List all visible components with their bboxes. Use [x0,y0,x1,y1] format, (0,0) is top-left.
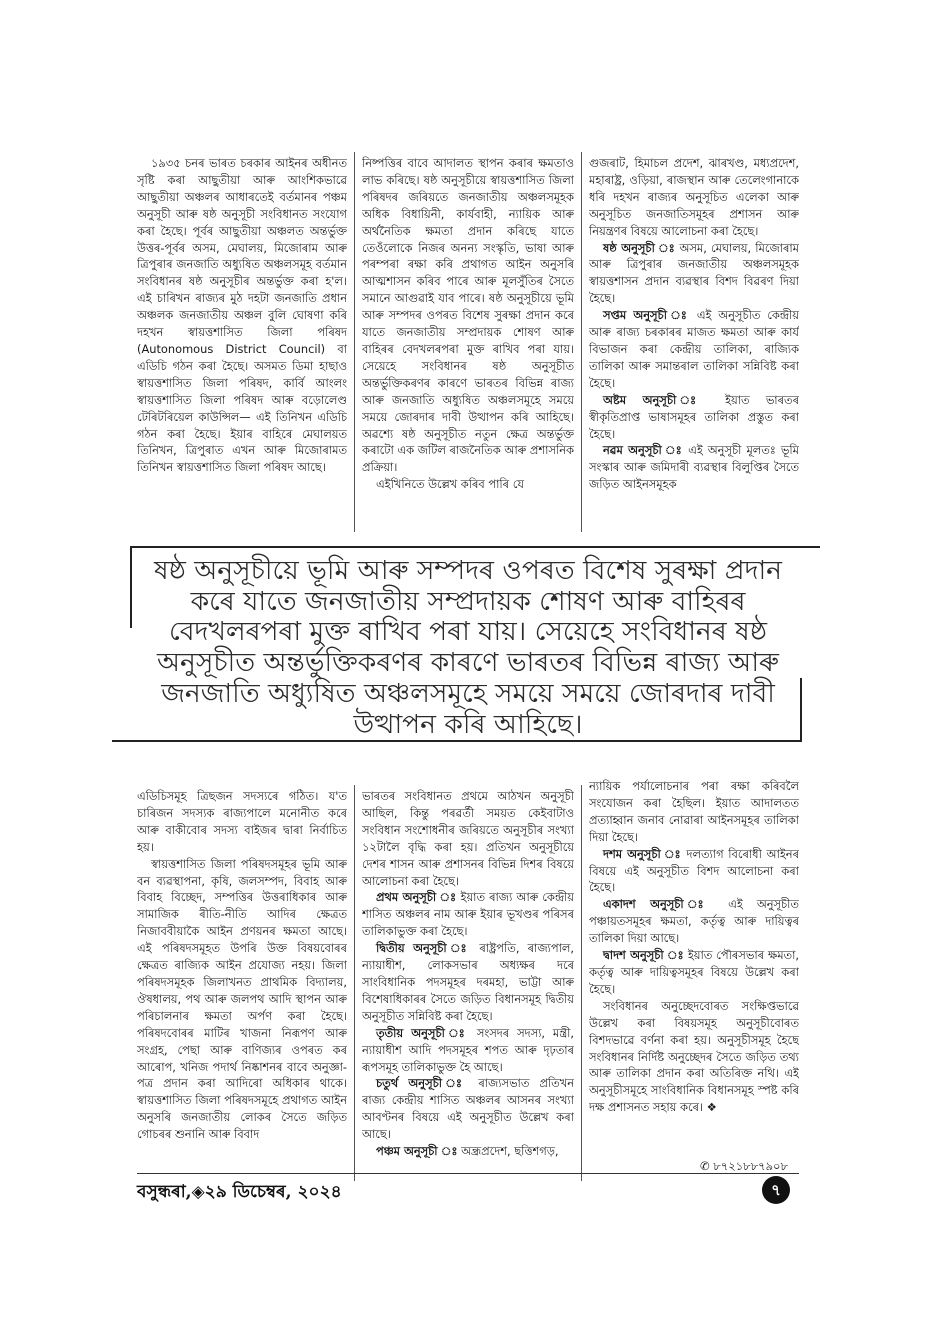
schedule-text: এই অনুসূচী মূলতঃ ভূমি সংস্কাৰ আৰু জমিদাৰী ব্যৱস্থাৰ বিলুপ্তিৰ সৈতে জড়িত আইনসমূহক [589,443,799,492]
schedule-heading: দশম অনুসূচী ঃ [603,846,682,861]
paragraph: নিষ্পত্তিৰ বাবে আদালত স্থাপন কৰাৰ ক্ষমতাও লাভ কৰিছে। ষষ্ঠ অনুসূচীয়ে স্বায়ত্তশাসিত জিলা পৰিষদৰ জৰিয়তে জনজাতীয় অঞ্চলসমূহক অধিক বিধায়িনী, কাৰ্যবাহী, ন্যায়িক আৰু অৰ্থনৈতিক ক্ষমতা প্ৰদান কৰিছে যাতে তেওঁলোকে নিজৰ অনন্য সংস্কৃতি, ভাষা আৰু পৰম্পৰা ৰক্ষা কৰি প্ৰথাগত আইন অনুসৰি আত্মশাসন কৰিব পাৰে আৰু মূলসুঁতিৰ সৈতে সমানে আগুৱাই যাব পাৰে। ষষ্ঠ অনুসূচীয়ে ভূমি আৰু সম্পদৰ ওপৰত বিশেষ সুৰক্ষা প্ৰদান কৰে যাতে জনজাতীয় সম্প্ৰদায়ক শোষণ আৰু বাহিৰৰ বেদখলৰপৰা মুক্ত ৰাখিব পৰা যায়। সেয়েহে সংবিধানৰ ষষ্ঠ অনুসূচীত অন্তৰ্ভুক্তিকৰণৰ কাৰণে ভাৰতৰ বিভিন্ন ৰাজ্য আৰু জনজাতি অধ্যুষিত অঞ্চলসমূহে সময়ে সময়ে জোৰদাৰ দাবী উত্থাপন কৰি আহিছে। অৱশ্যে ষষ্ঠ অনুসূচীত নতুন ক্ষেত্ৰ অন্তৰ্ভুক্ত কৰাটো এক জটিল ৰাজনৈতিক আৰু প্ৰশাসনিক প্ৰক্ৰিয়া। [362,156,574,475]
article-column-top-3 [589,155,799,533]
article-column-bottom-2 [362,788,574,1184]
schedule-text: দলত্যাগ বিৰোধী আইনৰ বিষয়ে এই অনুসূচীত বিশদ আলোচনা কৰা হৈছে। [589,846,799,895]
pull-quote-border [130,546,820,548]
pull-quote-border [112,740,802,742]
schedule-paragraph [589,240,799,308]
article-column-bottom-1 [137,788,347,1184]
pull-quote [122,540,810,762]
paragraph: স্বায়ত্তশাসিত জিলা পৰিষদসমূহৰ ভূমি আৰু বন ব্যৱস্থাপনা, কৃষি, জলসম্পদ, বিবাহ আৰু বিবাহ বিচ্ছেদ, সম্পত্তিৰ উত্তৰাধিকাৰ আৰু সামাজিক ৰীতি-নীতি আদিৰ ক্ষেত্ৰত নিজাববীয়াকৈ আইন প্ৰণয়নৰ ক্ষমতা আছে। এই পৰিষদসমূহত উপৰি উক্ত বিষয়বোৰৰ ক্ষেত্ৰত ৰাজ্যিক আইন প্ৰযোজ্য নহয়। জিলা পৰিষদসমূহক জিলাখনত প্ৰাথমিক বিদ্যালয়, ঔষধালয়, পথ আৰু জলপথ আদি স্থাপন আৰু পৰিচালনাৰ ক্ষমতা অৰ্পণ কৰা হৈছে। পৰিষদবোৰৰ মাটিৰ খাজনা নিৰূপণ আৰু সংগ্ৰহ, পেছা আৰু বাণিজ্যৰ ওপৰত কৰ আৰোপ, খনিজ পদাৰ্থ নিষ্কাশনৰ বাবে অনুজ্ঞা-পত্ৰ প্ৰদান কৰা আদিৰো অধিকাৰ থাকে। স্বায়ত্তশাসিত জিলা পৰিষদসমূহে প্ৰথাগত আইন অনুসৰি জনজাতীয় লোকৰ সৈতে জড়িত গোচৰৰ শুনানি আৰু বিবাদ [137,856,347,1142]
schedule-text: অন্ধ্ৰপ্ৰদেশ, ছত্তিশগড়, [461,1144,559,1159]
article-column-bottom-3 [589,778,799,1164]
column-divider [354,152,355,532]
schedule-heading: একাদশ অনুসূচী ঃ [603,897,715,912]
paragraph: ন্যায়িক পৰ্যালোচনাৰ পৰা ৰক্ষা কৰিবলৈ সংযোজন কৰা হৈছিল। ইয়াত আদালতত প্ৰত্যাহ্বান জনাব নোৱাৰা আইনসমূহৰ তালিকা দিয়া হৈছে। [589,779,799,844]
schedule-heading: তৃতীয় অনুসূচী ঃ [376,1025,469,1040]
schedule-text: এই অনুসূচীত কেন্দ্ৰীয় আৰু ৰাজ্য চৰকাৰৰ মাজত ক্ষমতা আৰু কাৰ্য বিভাজন কৰা কেন্দ্ৰীয় তালিকা, ৰাজ্যিক তালিকা আৰু সমান্তৰাল তালিকা সন্নিবিষ্ট কৰা হৈছে। [589,308,799,390]
schedule-text: অসম, মেঘালয়, মিজোৰাম আৰু ত্ৰিপুৰাৰ জনজাতীয় অঞ্চলসমূহক স্বায়ত্তশাসন প্ৰদান ব্যৱস্থাৰ বিশদ বিৱৰণ দিয়া হৈছে। [589,240,799,306]
paragraph: সংবিধানৰ অনুচ্ছেদবোৰত সংক্ষিপ্তভাৱে উল্লেখ কৰা বিষয়সমূহ অনুসূচীবোৰত বিশদভাৱে বৰ্ণনা কৰা হয়। অনুসূচীসমূহ হৈছে সংবিধানৰ নিৰ্দিষ্ট অনুচ্ছেদৰ সৈতে জড়িত তথ্য আৰু তালিকা প্ৰদান কৰা অতিৰিক্ত নথি। এই অনুসূচীসমূহে সাংবিধানিক বিধানসমূহ স্পষ্ট কৰি দক্ষ প্ৰশাসনত সহায় কৰে। ❖ [589,998,799,1115]
schedule-paragraph [362,940,574,1025]
footer-masthead: বসুন্ধৰা,◈২৯ ডিচেম্বৰ, ২০২৪ [137,1182,342,1202]
column-divider [581,152,582,532]
schedule-heading: ষষ্ঠ অনুসূচী ঃ [603,240,676,255]
schedule-paragraph [589,392,799,443]
schedule-text: ৰাজ্যসভাত প্ৰতিখন ৰাজ্য কেন্দ্ৰীয় শাসিত অঞ্চলৰ আসনৰ সংখ্যা আবণ্টনৰ বিষয়ে এই অনুসূচীত উল্লেখ কৰা আছে। [362,1076,574,1142]
page-number-badge: ৭ [762,1176,790,1204]
paragraph: ১৯৩৫ চনৰ ভাৰত চৰকাৰ আইনৰ অধীনত সৃষ্টি কৰা আছুতীয়া আৰু আংশিকভাৱে আছুতীয়া অঞ্চলৰ আধাৰতেই বৰ্তমানৰ পঞ্চম অনুসূচী আৰু ষষ্ঠ অনুসূচী সংবিধানত সংযোগ কৰা হৈছে। পূৰ্বৰ আছুতীয়া অঞ্চলত অন্তৰ্ভুক্ত উত্তৰ-পূৰ্বৰ অসম, মেঘালয়, মিজোৰাম আৰু ত্ৰিপুৰাৰ জনজাতি অধ্যুষিত অঞ্চলসমূহ বৰ্তমান সংবিধানৰ ষষ্ঠ অনুসূচীৰ অন্তৰ্ভুক্ত কৰা হ'ল। এই চাৰিখন ৰাজ্যৰ মুঠ দহটা জনজাতি প্ৰধান অঞ্চলক জনজাতীয় অঞ্চল বুলি ঘোষণা কৰি দহখন স্বায়ত্তশাসিত জিলা পৰিষদ (Autonomous District Council) বা এডিচি গঠন কৰা হৈছে। অসমত ডিমা হাছাও স্বায়ত্তশাসিত জিলা পৰিষদ, কাৰ্বি আংলং স্বায়ত্তশাসিত জিলা পৰিষদ আৰু বড়োলেণ্ড টেৰিটৰিয়েল কাউন্সিল— এই তিনিখন এডিচি গঠন কৰা হৈছে। ইয়াৰ বাহিৰে মেঘালয়ত তিনিখন, ত্ৰিপুৰাত এখন আৰু মিজোৰামত তিনিখন স্বায়ত্তশাসিত জিলা পৰিষদ আছে। [137,156,347,475]
paragraph: এইখিনিতে উল্লেখ কৰিব পাৰি যে [376,477,524,492]
schedule-paragraph [362,1075,574,1143]
schedule-paragraph [589,947,799,998]
schedule-paragraph [362,1143,574,1160]
schedule-heading: সপ্তম অনুসূচী ঃ [603,308,691,323]
schedule-text: ইয়াত ভাৰতৰ স্বীকৃতিপ্ৰাপ্ত ভাষাসমূহৰ তালিকা প্ৰস্তুত কৰা হৈছে। [589,392,799,441]
column-divider [354,785,355,1181]
schedule-heading: প্ৰথম অনুসূচী ঃ [376,890,457,905]
schedule-text: ইয়াত ৰাজ্য আৰু কেন্দ্ৰীয় শাসিত অঞ্চলৰ নাম আৰু ইয়াৰ ভূখণ্ডৰ পৰিসৰ তালিকাভুক্ত কৰা হৈছে। [362,890,574,939]
schedule-paragraph [589,896,799,947]
schedule-text: ৰাষ্ট্ৰপতি, ৰাজ্যপাল, ন্যায়াধীশ, লোকসভাৰ অধ্যক্ষৰ দৰে সাংবিধানিক পদসমূহৰ দৰমহা, ভাট্টা আৰু বিশেষাধিকাৰৰ সৈতে জড়িত বিধানসমূহ দ্বিতীয় অনুসূচীত সন্নিবিষ্ট কৰা হৈছে। [362,941,574,1023]
pull-quote-text: ষষ্ঠ অনুসূচীয়ে ভূমি আৰু সম্পদৰ ওপৰত বিশেষ সুৰক্ষা প্ৰদান কৰে যাতে জনজাতীয় সম্প্ৰদায়ক শোষণ আৰু বাহিৰৰ বেদখলৰপৰা মুক্ত ৰাখিব পৰা যায়। সেয়েহে সংবিধানৰ ষষ্ঠ অনুসূচীত অন্তৰ্ভুক্তিকৰণৰ কাৰণে ভাৰতৰ বিভিন্ন ৰাজ্য আৰু জনজাতি অধ্যুষিত অঞ্চলসমূহে সময়ে সময়ে জোৰদাৰ দাবী উত্থাপন কৰি আহিছে। [154,555,782,740]
schedule-paragraph [362,1025,574,1076]
schedule-text: সংসদৰ সদস্য, মন্ত্ৰী, ন্যায়াধীশ আদি পদসমূহৰ শপত আৰু দৃঢ়তাৰ ৰূপসমূহ তালিকাভুক্ত হৈ আছে। [362,1025,574,1074]
footer-rule [137,1173,799,1174]
schedule-heading: চতুৰ্থ অনুসূচী ঃ [376,1076,469,1091]
paragraph: ভাৰতৰ সংবিধানত প্ৰথমে আঠখন অনুসূচী আছিল, কিন্তু পৰৱৰ্তী সময়ত কেইবাটাও সংবিধান সংশোধনীৰ জৰিয়তে অনুসূচীৰ সংখ্যা ১২টালৈ বৃদ্ধি কৰা হয়। প্ৰতিখন অনুসূচীয়ে দেশৰ শাসন আৰু প্ৰশাসনৰ বিভিন্ন দিশৰ বিষয়ে আলোচনা কৰা হৈছে। [362,789,574,888]
schedule-heading: অষ্টম অনুসূচী ঃ [603,392,709,407]
schedule-heading: দ্বিতীয় অনুসূচী ঃ [376,941,472,956]
schedule-heading: নৱম অনুসূচী ঃ [603,443,684,458]
schedule-text: ইয়াত পৌৰসভাৰ ক্ষমতা, কৰ্তৃত্ব আৰু দায়িত্বসমূহৰ বিষয়ে উল্লেখ কৰা হৈছে। [589,948,799,996]
schedule-paragraph [589,442,799,493]
schedule-paragraph [589,846,799,897]
schedule-text: এই অনুসূচীত পঞ্চায়তসমূহৰ ক্ষমতা, কৰ্তৃত্ব আৰু দায়িত্বৰ তালিকা দিয়া আছে। [589,897,799,946]
column-divider [581,785,582,1181]
schedule-paragraph [362,889,574,940]
schedule-paragraph [589,307,799,392]
paragraph: গুজৰাট, হিমাচল প্ৰদেশ, ঝাৰখণ্ড, মধ্যপ্ৰদেশ, মহাৰাষ্ট্ৰ, ওড়িয়া, ৰাজস্থান আৰু তেলেংগানাকে ধৰি দহখন ৰাজ্যৰ অনুসূচিত এলেকা আৰু অনুসূচিত জনজাতিসমূহৰ প্ৰশাসন আৰু নিয়ন্ত্ৰণৰ বিষয়ে আলোচনা কৰা হৈছে। [589,156,799,238]
schedule-heading: দ্বাদশ অনুসূচী ঃ [603,948,684,963]
author-phone: ✆ ৮৭২১৮৮৭৯০৮ [700,1159,788,1173]
pull-quote-border [800,678,802,742]
article-column-top-2 [362,155,574,533]
paragraph: এডিচিসমূহ ত্ৰিছজন সদস্যৰে গঠিত। য'ত চাৰিজন সদস্যক ৰাজ্যপালে মনোনীত কৰে আৰু বাকীবোৰ সদস্য বাইজৰ দ্বাৰা নিৰ্বাচিত হয়। [137,789,347,854]
schedule-heading: পঞ্চম অনুসূচী ঃ [376,1144,458,1159]
pull-quote-border [130,546,132,628]
